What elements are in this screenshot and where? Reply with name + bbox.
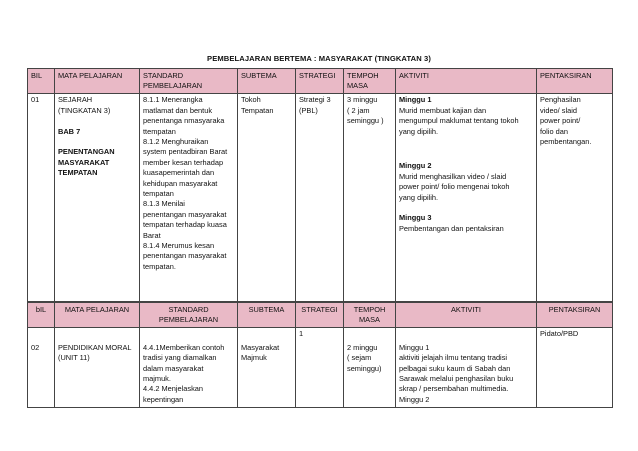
header-mata-pelajaran: MATA PELAJARAN xyxy=(55,69,140,94)
cell-bil-top xyxy=(28,327,55,341)
standard-line: penentanga nmasyaraka xyxy=(143,116,225,126)
cell-spacer xyxy=(238,327,296,341)
standard-line: 4.4.2 Menjelaskan xyxy=(143,384,203,394)
standard-line: member kesan terhadap xyxy=(143,157,224,167)
table-header-row xyxy=(28,303,613,328)
standard-line: ttempatan xyxy=(143,126,176,136)
activity-line: yang dipilih. xyxy=(399,126,439,136)
cell-pentaksiran: Pidato/PBD xyxy=(537,327,613,341)
chapter-title-line: PENENTANGAN xyxy=(58,147,115,157)
header-tempoh xyxy=(344,69,396,94)
header-standard-line: PEMBELAJARAN xyxy=(158,314,219,324)
header-standard-line: PEMBELAJARAN xyxy=(143,80,203,90)
header-tempoh xyxy=(344,303,396,328)
header-strategi: STRATEGI xyxy=(296,303,344,328)
cell-spacer xyxy=(296,341,344,407)
header-pentaksiran: PENTAKSIRAN xyxy=(537,69,613,94)
tempoh-line: 3 minggu xyxy=(347,95,378,105)
header-strategi: STRATEGI xyxy=(296,69,344,94)
table-row xyxy=(28,93,613,301)
activity-line: yang dipilih. xyxy=(399,192,439,202)
standard-line: penentangan masyarakat xyxy=(143,209,227,219)
activity-line: Murid menghasilkan video / slaid xyxy=(399,171,507,181)
standard-line: tempatan xyxy=(143,188,174,198)
activity-line: skrap / persembahan multimedia. xyxy=(399,384,509,394)
activity-line: power point/ folio mengenai tokoh xyxy=(399,182,510,192)
cell-standard xyxy=(140,341,238,407)
cell-aktiviti xyxy=(396,341,537,407)
header-tempoh-line: MASA xyxy=(359,314,380,324)
standard-line: kehidupan masyarakat xyxy=(143,178,218,188)
header-pentaksiran: PENTAKSIRAN xyxy=(537,303,613,328)
week-label: Minggu 2 xyxy=(399,161,432,171)
cell-mata-pelajaran xyxy=(55,93,140,301)
header-subtema: SUBTEMA xyxy=(238,69,296,94)
standard-line: penentangan masyarakat xyxy=(143,251,227,261)
standard-line: kepentingan xyxy=(143,394,184,404)
subtema-line: Masyarakat xyxy=(241,342,280,352)
tempoh-line: ( sejam xyxy=(347,353,372,363)
strategi-line: Strategi 3 xyxy=(299,95,331,105)
cell-subtema xyxy=(238,341,296,407)
table-row xyxy=(28,341,613,407)
cell-tempoh xyxy=(344,341,396,407)
header-standard xyxy=(140,69,238,94)
table-row xyxy=(28,327,613,341)
cell-bil: 01 xyxy=(28,93,55,301)
cell-spacer xyxy=(55,327,140,341)
cell-strategi xyxy=(296,93,344,301)
cell-subtema xyxy=(238,93,296,301)
header-subtema: SUBTEMA xyxy=(238,303,296,328)
activity-line: Minggu 1 xyxy=(399,342,430,352)
pentaksiran-line: power point/ xyxy=(540,116,581,126)
standard-line: majmuk. xyxy=(143,373,171,383)
cell-aktiviti xyxy=(396,93,537,301)
standard-line: 8.1.4 Merumus kesan xyxy=(143,241,215,250)
standard-line: matlamat dan bentuk xyxy=(143,105,213,115)
standard-line: Barat xyxy=(143,230,161,240)
header-bil: bIL xyxy=(28,303,55,328)
cell-bil: 02 xyxy=(28,341,55,407)
subtema-line: Tokoh xyxy=(241,95,261,105)
cell-strategi: 1 xyxy=(296,327,344,341)
subject-line: PENDIDIKAN MORAL xyxy=(58,342,132,352)
standard-line: tempatan. xyxy=(143,261,176,271)
cell-spacer xyxy=(140,327,238,341)
activity-line: Minggu 2 xyxy=(399,394,430,404)
week-label: Minggu 1 xyxy=(399,95,432,105)
pentaksiran-line: video/ slaid xyxy=(540,105,577,115)
activity-line: Murid membuat kajian dan xyxy=(399,105,487,115)
document-title: PEMBELAJARAN BERTEMA : MASYARAKAT (TINGKATAN 3) xyxy=(207,54,431,63)
header-tempoh-line: TEMPOH xyxy=(353,304,386,314)
activity-line: mengumpul maklumat tentang tokoh xyxy=(399,116,519,126)
header-standard-line: STANDARD xyxy=(143,70,184,80)
standard-line: dalam masyarakat xyxy=(143,363,204,373)
pentaksiran-line: Penghasilan xyxy=(540,95,581,105)
strategi-line: (PBL) xyxy=(299,105,318,115)
subject-line: (TINGKATAN 3) xyxy=(58,105,111,115)
standard-line: tradisi yang diamalkan xyxy=(143,353,217,363)
lesson-plan-table-1 xyxy=(27,68,613,302)
activity-line: Sarawak melalui penghasilan buku xyxy=(399,373,514,383)
standard-line: 8.1.1 Menerangka xyxy=(143,95,203,105)
standard-line: 4.4.1Memberikan contoh xyxy=(143,342,225,352)
cell-tempoh xyxy=(344,93,396,301)
cell-spacer xyxy=(396,327,537,341)
chapter-title-line: MASYARAKAT xyxy=(58,157,110,167)
lesson-plan-table-2 xyxy=(27,302,613,408)
header-aktiviti: AKTIVITI xyxy=(396,69,537,94)
pentaksiran-line: folio dan xyxy=(540,126,568,136)
cell-spacer xyxy=(537,341,613,407)
header-tempoh-line: MASA xyxy=(347,80,368,90)
table-header-row xyxy=(28,69,613,94)
subject-line: SEJARAH xyxy=(58,95,93,105)
cell-mata-pelajaran xyxy=(55,341,140,407)
standard-line: 8.1.2 Menghuraikan xyxy=(143,136,209,146)
standard-line: kuasapemerintah dan xyxy=(143,168,215,178)
header-tempoh-line: TEMPOH xyxy=(347,70,379,80)
tempoh-line: seminggu) xyxy=(347,363,382,373)
header-standard-line: STANDARD xyxy=(168,304,209,314)
cell-standard xyxy=(140,93,238,301)
standard-line: system pentadbiran Barat xyxy=(143,147,228,157)
header-aktiviti: AKTIVITI xyxy=(396,303,537,328)
chapter-label: BAB 7 xyxy=(58,126,81,136)
header-mata-pelajaran: MATA PELAJARAN xyxy=(55,303,140,328)
activity-line: Pembentangan dan pentaksiran xyxy=(399,223,504,233)
activity-line: aktiviti jelajah ilmu tentang tradisi xyxy=(399,353,508,363)
tempoh-line: seminggu ) xyxy=(347,116,384,126)
week-label: Minggu 3 xyxy=(399,213,432,223)
tempoh-line: 2 minggu xyxy=(347,342,378,352)
cell-pentaksiran xyxy=(537,93,613,301)
standard-line: tempatan terhadap kuasa xyxy=(143,220,227,230)
header-standard xyxy=(140,303,238,328)
subtema-line: Majmuk xyxy=(241,353,267,363)
header-bil: BIL xyxy=(28,69,55,94)
pentaksiran-line: pembentangan. xyxy=(540,136,592,146)
cell-spacer xyxy=(344,327,396,341)
tempoh-line: ( 2 jam xyxy=(347,105,370,115)
activity-line: pelbagai suku kaum di Sabah dan xyxy=(399,363,511,373)
subject-line: (UNIT 11) xyxy=(58,353,90,363)
subtema-line: Tempatan xyxy=(241,105,274,115)
standard-line: 8.1.3 Menilai xyxy=(143,199,185,209)
chapter-title-line: TEMPATAN xyxy=(58,168,98,178)
